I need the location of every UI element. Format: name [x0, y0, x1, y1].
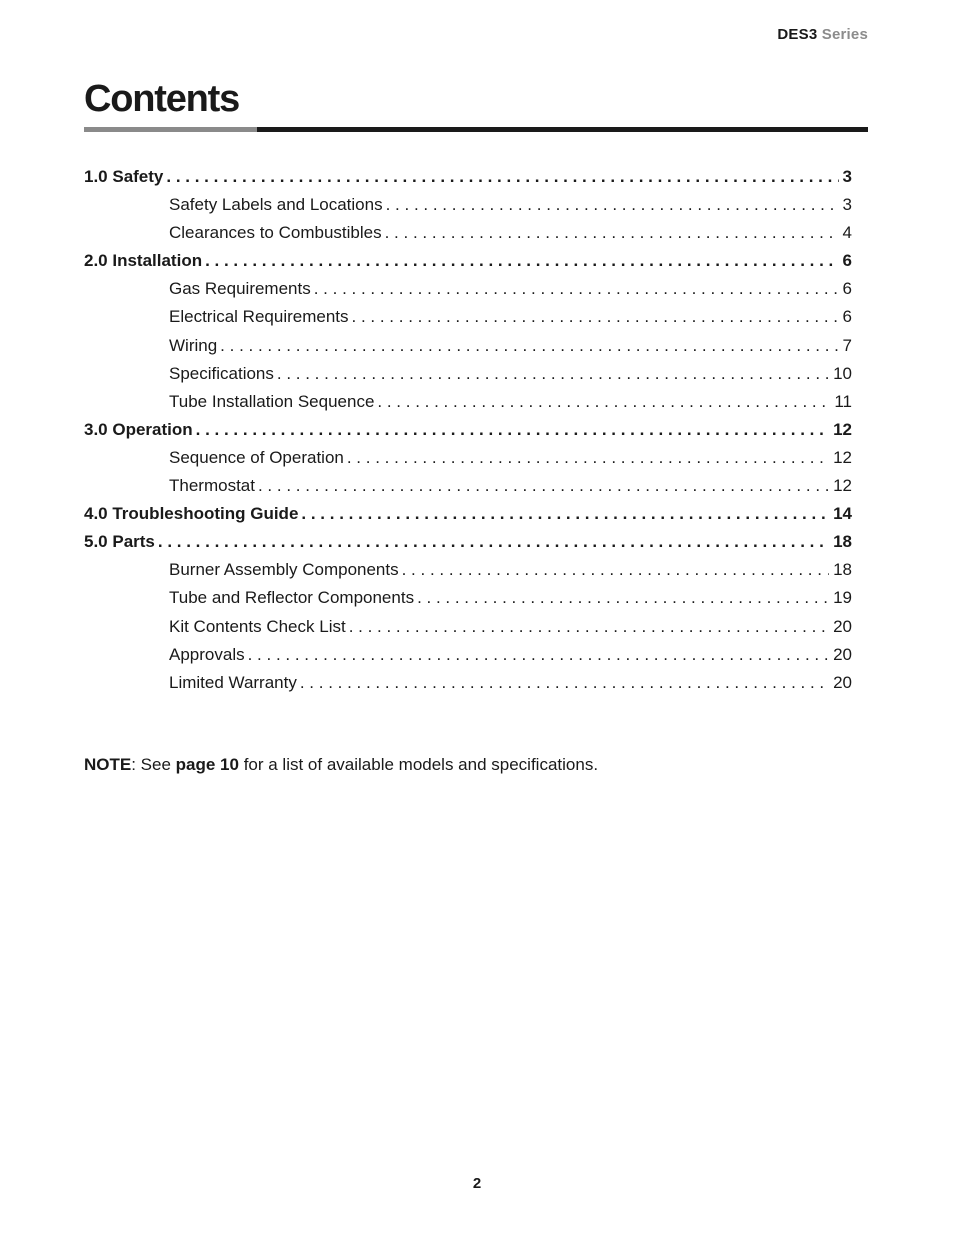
toc-subsection-entry[interactable] — [84, 472, 852, 500]
toc-entry-label: Electrical Requirements — [169, 307, 349, 327]
toc-section-entry[interactable] — [84, 163, 852, 191]
table-of-contents — [84, 163, 852, 697]
toc-entry-page: 20 — [833, 672, 852, 692]
toc-entry-label: Thermostat — [169, 476, 255, 496]
toc-entry-label: 2.0 Installation — [84, 251, 203, 271]
toc-section-entry[interactable] — [84, 247, 852, 275]
note-page-ref: page 10 — [175, 755, 239, 774]
toc-entry-label: Specifications — [169, 363, 274, 383]
toc-subsection-entry[interactable] — [84, 584, 852, 612]
toc-entry-page: 18 — [833, 532, 852, 552]
toc-section-entry[interactable] — [84, 528, 852, 556]
toc-leader-dots — [349, 613, 829, 641]
title-rule-gray — [84, 127, 257, 132]
toc-subsection-entry[interactable] — [84, 641, 852, 669]
toc-subsection-entry[interactable] — [84, 556, 852, 584]
toc-subsection-entry[interactable] — [84, 332, 852, 360]
toc-leader-dots — [377, 388, 830, 416]
toc-entry-label: Limited Warranty — [169, 672, 297, 692]
toc-entry-page: 4 — [842, 223, 852, 243]
toc-subsection-entry[interactable] — [84, 444, 852, 472]
toc-subsection-entry[interactable] — [84, 669, 852, 697]
toc-entry-page: 19 — [833, 588, 852, 608]
toc-entry-page: 14 — [833, 504, 852, 524]
toc-entry-label: Burner Assembly Components — [169, 560, 399, 580]
toc-entry-label: 4.0 Troubleshooting Guide — [84, 504, 299, 524]
note-text-before: : See — [131, 755, 176, 774]
note-text-after: for a list of available models and specifications. — [238, 755, 599, 774]
toc-entry-page: 6 — [842, 251, 852, 271]
toc-section-entry[interactable] — [84, 416, 852, 444]
toc-entry-page: 12 — [833, 419, 852, 439]
toc-entry-page: 6 — [842, 307, 852, 327]
toc-leader-dots — [301, 500, 829, 528]
toc-entry-label: Kit Contents Check List — [169, 616, 346, 636]
toc-entry-label: Clearances to Combustibles — [169, 223, 382, 243]
toc-entry-label: 3.0 Operation — [84, 419, 193, 439]
toc-entry-label: Safety Labels and Locations — [169, 195, 383, 215]
toc-entry-label: Tube Installation Sequence — [169, 391, 375, 411]
toc-entry-label: Wiring — [169, 335, 218, 355]
toc-leader-dots — [385, 219, 839, 247]
page-title: Contents — [84, 78, 240, 120]
toc-entry-label: Tube and Reflector Components — [169, 588, 415, 608]
toc-entry-label: 5.0 Parts — [84, 532, 155, 552]
toc-subsection-entry[interactable] — [84, 303, 852, 331]
toc-leader-dots — [314, 275, 839, 303]
note-label: NOTE — [84, 755, 132, 774]
toc-entry-page: 11 — [834, 391, 852, 411]
header-series — [777, 26, 868, 43]
toc-entry-page: 3 — [842, 167, 852, 186]
toc-entry-page: 20 — [833, 616, 852, 636]
toc-leader-dots — [248, 641, 829, 669]
toc-leader-dots — [402, 556, 829, 584]
note — [84, 755, 598, 775]
toc-entry-label: 1.0 Safety — [84, 167, 164, 186]
toc-leader-dots — [352, 303, 839, 331]
header-series-word: Series — [821, 26, 868, 43]
toc-leader-dots — [196, 416, 829, 444]
toc-entry-label: Approvals — [169, 644, 245, 664]
toc-leader-dots — [166, 163, 838, 191]
toc-subsection-entry[interactable] — [84, 360, 852, 388]
title-rule — [84, 127, 868, 132]
toc-leader-dots — [220, 332, 838, 360]
toc-entry-page: 12 — [833, 476, 852, 496]
toc-leader-dots — [205, 247, 838, 275]
toc-entry-page: 12 — [833, 447, 852, 467]
toc-entry-page: 10 — [833, 363, 852, 383]
toc-entry-label: Gas Requirements — [169, 279, 311, 299]
toc-entry-page: 18 — [833, 560, 852, 580]
toc-leader-dots — [386, 191, 839, 219]
toc-entry-page: 3 — [842, 195, 852, 215]
toc-subsection-entry[interactable] — [84, 388, 852, 416]
toc-leader-dots — [417, 584, 829, 612]
toc-entry-page: 20 — [833, 644, 852, 664]
header-model: DES3 — [777, 26, 818, 43]
toc-subsection-entry[interactable] — [84, 191, 852, 219]
title-rule-dark — [257, 127, 868, 132]
toc-subsection-entry[interactable] — [84, 275, 852, 303]
toc-subsection-entry[interactable] — [84, 219, 852, 247]
toc-leader-dots — [300, 669, 829, 697]
toc-leader-dots — [258, 472, 829, 500]
toc-leader-dots — [347, 444, 829, 472]
toc-leader-dots — [277, 360, 829, 388]
toc-leader-dots — [158, 528, 829, 556]
page-number: 2 — [472, 1175, 482, 1192]
toc-entry-label: Sequence of Operation — [169, 447, 344, 467]
toc-section-entry[interactable] — [84, 500, 852, 528]
toc-subsection-entry[interactable] — [84, 613, 852, 641]
toc-entry-page: 6 — [842, 279, 852, 299]
toc-entry-page: 7 — [842, 335, 852, 355]
